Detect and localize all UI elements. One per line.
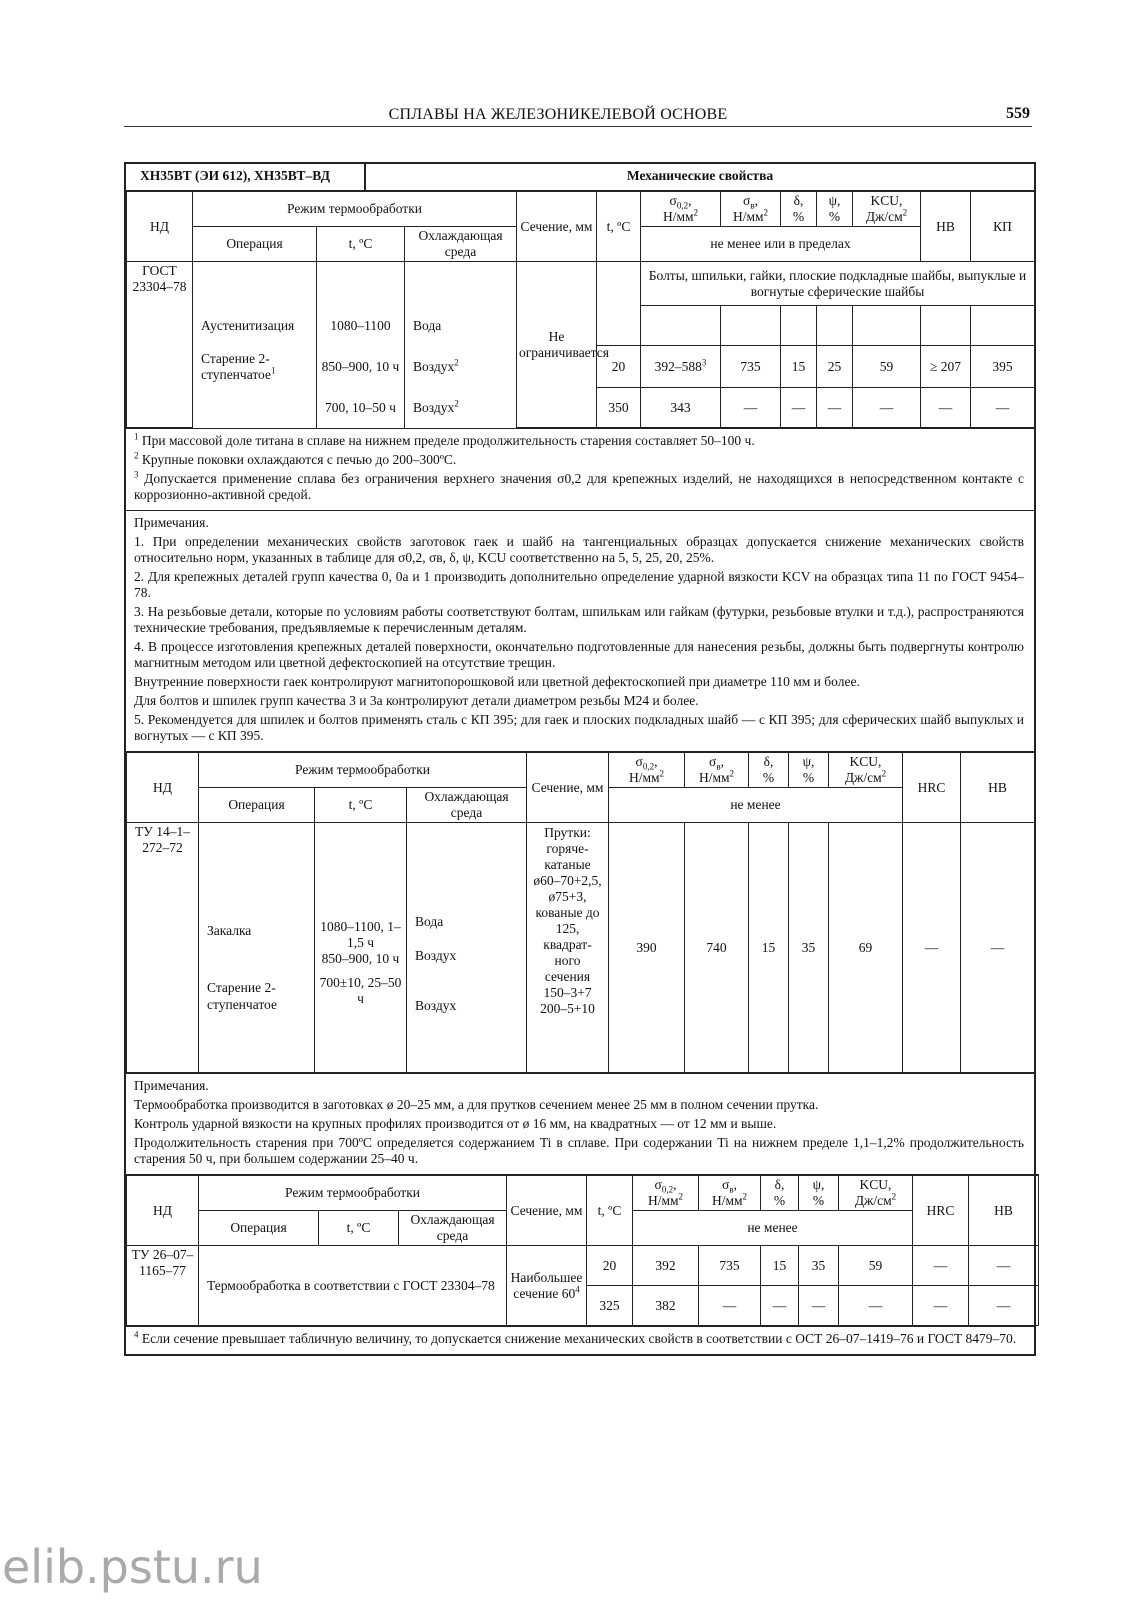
note-line: Контроль ударной вязкости на крупных профилях производится от ø 16 мм, на квадратных — от 12 мм и выше. [134,1116,777,1131]
col-kcu: KCU, $Дж/см^2$ [829,752,903,788]
operation-1: Аустенитизация [193,306,317,346]
kcu-2: — [839,1286,913,1326]
operation-2: Старение 2-ступенчатое [207,980,277,1012]
col-cooling: Охлаждающая среда [399,1211,507,1246]
hb-2: — [969,1286,1039,1326]
col-kp: КП [971,192,1035,262]
col-psi: ψ, % [799,1175,839,1211]
sb-1: 735 [699,1246,761,1286]
col-mode: Режим термообработки [199,1175,507,1211]
col-temp: t, ºC [317,227,405,262]
col-hb: НВ [969,1175,1039,1246]
s02-value: 390 [609,823,685,1073]
delta-value: 15 [749,823,789,1073]
nd-value: ГОСТ 23304–78 [127,262,193,428]
test-temp-2: 325 [587,1286,633,1326]
note-line: Термообработка производится в заготовках ø 20–25 мм, а для прутков сечением менее 25 мм в полном сечении прутка. [134,1097,819,1112]
s02-1: 392 [633,1246,699,1286]
col-s02: $\sigma_{0,2}$, $Н/мм^2$ [609,752,685,788]
delta-2: — [761,1286,799,1326]
temp-3: 700±10, 25–50 ч [319,974,402,1006]
col-section: Сечение, мм [517,192,597,262]
col-sb: $\sigma_в$, $Н/мм^2$ [685,752,749,788]
hb-2: — [921,388,971,428]
footnotes-3 [126,1326,1034,1354]
col-mode: Режим термообработки [193,192,517,227]
hrc-value: — [903,823,961,1073]
nd-value: ТУ 26–07–1165–77 [127,1246,199,1326]
hb-1: ≥ 207 [921,346,971,388]
notes-2 [126,1073,1034,1174]
kcu-1: 59 [839,1246,913,1286]
section-value: Наибольшее сечение $60^4$ [507,1246,587,1326]
sb-value: 740 [685,823,749,1073]
running-title: СПЛАВЫ НА ЖЕЛЕЗОНИКЕЛЕВОЙ ОСНОВЕ [388,106,728,123]
s02-2: 382 [633,1286,699,1326]
running-header [124,104,1032,127]
operation-value: Термообработка в соответствии с ГОСТ 23304–78 [199,1246,507,1326]
properties-table-frame [124,162,1036,1356]
temp-3: 700, 10–50 ч [317,388,405,428]
page-number: 559 [1006,105,1030,122]
temp-2: 850–900, 10 ч [321,950,400,966]
col-kcu: KCU, $Дж/см^2$ [853,192,921,227]
col-s02: $\sigma_{0,2}$, $Н/мм^2$ [641,192,721,227]
cooling-1: Вода [415,913,444,929]
delta-1: 15 [781,346,817,388]
col-cooling: Охлаждающая среда [407,788,527,823]
range-note: не менее [633,1211,913,1246]
sb-2: — [699,1286,761,1326]
mech-title: Механические свойства [626,168,774,183]
col-delta: δ, % [781,192,817,227]
table-tu-14-1-272-72 [126,751,1035,1073]
col-operation: Операция [193,227,317,262]
note-line: Для болтов и шпилек групп качества 3 и 3а контролируют детали диаметром резьбы М24 и более. [134,693,699,708]
psi-2: — [799,1286,839,1326]
psi-value: 35 [789,823,829,1073]
col-sb: $\sigma_в$, $Н/мм^2$ [699,1175,761,1211]
col-temp: t, ºC [319,1211,399,1246]
note-line: 5. Рекомендуется для шпилек и болтов применять сталь с КП 395; для гаек и плоских подкладных шайб — с КП 395; для сферических шайб выпуклых и вогнутых — с КП 395. [134,712,1024,743]
note-line: Примечания. [134,515,209,530]
col-nd: НД [127,1175,199,1246]
delta-1: 15 [761,1246,799,1286]
psi-2: — [817,388,853,428]
col-kcu: KCU, $Дж/см^2$ [839,1175,913,1211]
title-bar [126,164,1034,191]
nd-value: ТУ 14–1–272–72 [127,823,199,1073]
col-cooling: Охлаждающая среда [405,227,517,262]
operations [199,823,315,1073]
range-note: не менее [609,788,903,823]
footnote-2: $^2$ Крупные поковки охлаждаются с печью до 200–300ºC. [134,450,457,467]
temp-2: 850–900, 10 ч [317,346,405,388]
col-psi: ψ, % [789,752,829,788]
test-temp-2: 350 [597,388,641,428]
footnote-4: $^4$ Если сечение превышает табличную величину, то допускается снижение механических свойств в соответствии с ОСТ 26–07–1419–76 и ГОСТ 8479–70. [134,1329,1017,1346]
section-value: Не ограничивается [517,262,597,428]
col-section: Сечение, мм [507,1175,587,1246]
cooling-3: Воздух [415,997,457,1013]
col-test-temp: t, ºC [597,192,641,262]
col-delta: δ, % [761,1175,799,1211]
hrc-1: — [913,1246,969,1286]
kcu-1: 59 [853,346,921,388]
note-line: 4. В процессе изготовления крепежных деталей поверхности, окончательно подготовленные для нанесения резьбы, должны быть подвергнуты контролю магнитным методом или цветной дефектоскопией на отсутствие трещин. [134,639,1024,670]
operation-1: Закалка [207,923,252,938]
hrc-2: — [913,1286,969,1326]
col-operation: Операция [199,788,315,823]
col-psi: ψ, % [817,192,853,227]
table-gost-23304 [126,191,1035,428]
test-temp-1: 20 [587,1246,633,1286]
cooling-2: Воздух [415,947,457,963]
operation-2: Старение 2-ступенчатое$^1$ [193,346,317,388]
cooling-2: Воздух$^2$ [405,346,517,388]
kp-2: — [971,388,1035,428]
col-section: Сечение, мм [527,752,609,823]
hb-value: — [961,823,1035,1073]
footnote-3: $^3$ Допускается применение сплава без ограничения верхнего значения σ0,2 для крепежных изделий, не находящихся в непосредственном контакте с коррозионно-активной средой. [134,469,1024,502]
col-s02: $\sigma_{0,2}$, $Н/мм^2$ [633,1175,699,1211]
col-hb: НВ [921,192,971,262]
psi-1: 35 [799,1246,839,1286]
coolings [407,823,527,1073]
cooling-1: Вода [405,306,517,346]
footnotes-1 [126,428,1034,510]
note-line: 2. Для крепежных деталей групп качества 0, 0а и 1 производить дополнительно определение ударной вязкости KCV на образцах типа 11 по ГОСТ 9454–78. [134,569,1024,600]
col-nd: НД [127,192,193,262]
note-line: Продолжительность старения при 700ºC определяется содержанием Ti в сплаве. При содержании Ti на нижнем пределе 1,1–1,2% продолжительность старения 50 ч, при большем содержании 25–40 ч. [134,1135,1024,1166]
kcu-value: 69 [829,823,903,1073]
range-note: не менее или в пределах [641,227,921,262]
grade-label: ХН35ВТ (ЭИ 612), ХН35ВТ–ВД [126,164,366,190]
watermark: elib.pstu.ru [2,1540,263,1594]
col-temp: t, ºC [315,788,407,823]
sb-2: — [721,388,781,428]
temp-1: 1080–1100 [317,306,405,346]
sb-1: 735 [721,346,781,388]
col-operation: Операция [199,1211,319,1246]
note-line: Примечания. [134,1078,209,1093]
col-delta: δ, % [749,752,789,788]
temps [315,823,407,1073]
hb-1: — [969,1246,1039,1286]
notes-1 [126,510,1034,751]
kcu-2: — [853,388,921,428]
section-value: Прутки: горяче-катаные ø60–70+2,5, ø75+3, кованые до 125, квадрат-ного сечения 150–3+7 200–5+10 [527,823,609,1073]
s02-2: 343 [641,388,721,428]
products-note: Болты, шпильки, гайки, плоские подкладные шайбы, выпуклые и вогнутые сферические шайбы [641,262,1035,306]
col-sb: $\sigma_в$, $Н/мм^2$ [721,192,781,227]
table-tu-26-07-1165-77 [126,1174,1039,1326]
col-mode: Режим термообработки [199,752,527,788]
footnote-1: $^1$ При массовой доле титана в сплаве на нижнем пределе продолжительность старения составляет 50–100 ч. [134,431,755,448]
col-test-temp: t, ºC [587,1175,633,1246]
col-nd: НД [127,752,199,823]
note-line: Внутренние поверхности гаек контролируют магнитопорошковой или цветной дефектоскопией при диаметре 110 мм и более. [134,674,860,689]
cooling-3: Воздух$^2$ [405,388,517,428]
note-line: 1. При определении механических свойств заготовок гаек и шайб на тангенциальных образцах допускается снижение механических свойств относительно норм, указанных в таблице для σ0,2, σв, δ, ψ, KCU соответственно на 5, 5, 25, 20, 25%. [134,534,1024,565]
s02-1: $392-588^3$ [641,346,721,388]
col-hb: НВ [961,752,1035,823]
note-line: 3. На резьбовые детали, которые по условиям работы соответствуют болтам, шпилькам или гайкам (футурки, резьбовые втулки и т.д.), распространяются технические требования, предъявляемые к перечисленным деталям. [134,604,1024,635]
kp-1: 395 [971,346,1035,388]
psi-1: 25 [817,346,853,388]
delta-2: — [781,388,817,428]
col-hrc: HRC [913,1175,969,1246]
temp-1: 1080–1100, 1–1,5 ч [320,918,401,950]
test-temp-1: 20 [597,346,641,388]
col-hrc: HRC [903,752,961,823]
